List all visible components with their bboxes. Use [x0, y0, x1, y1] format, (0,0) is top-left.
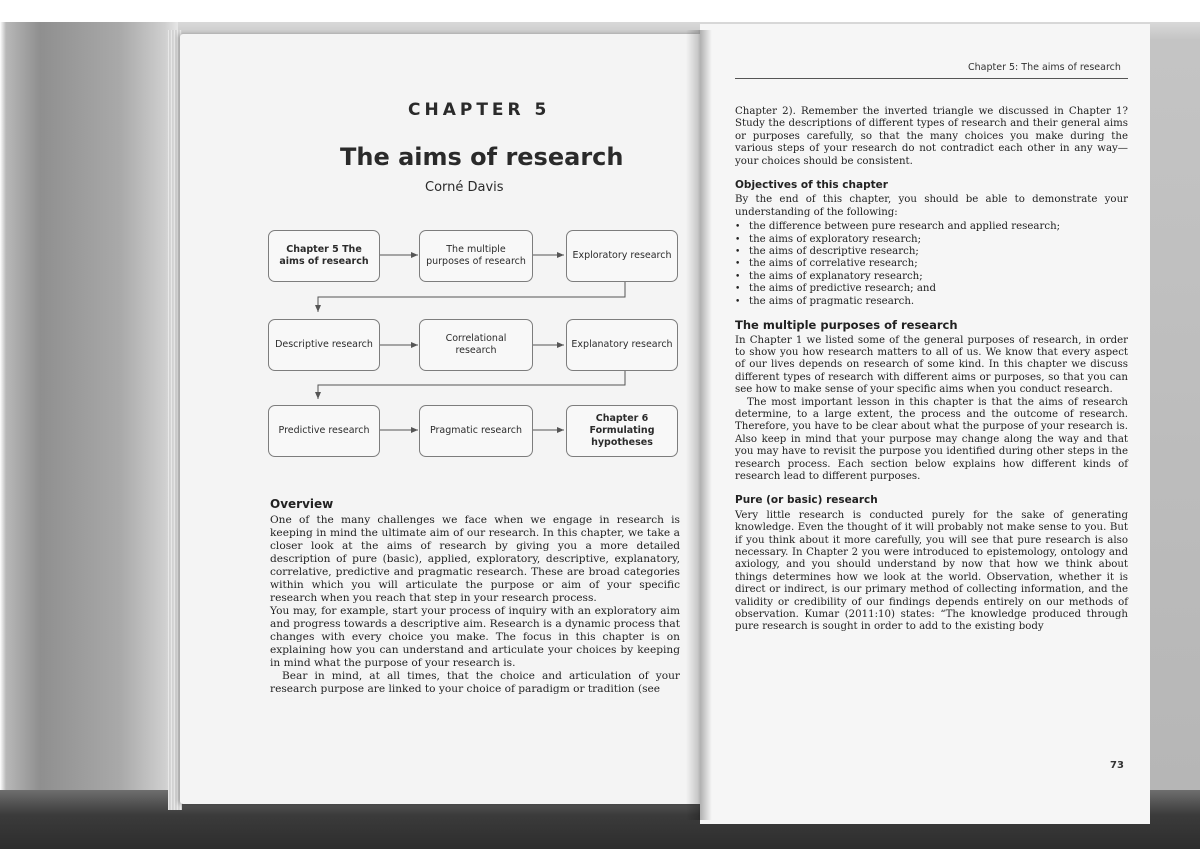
- chapter-label: CHAPTER 5: [408, 100, 551, 120]
- book-gutter: [686, 30, 712, 820]
- pure-research-heading: Pure (or basic) research: [735, 494, 878, 507]
- overview-heading: Overview: [270, 497, 334, 511]
- flow-box-predictive: Predictive research: [268, 405, 380, 457]
- chapter-title: The aims of research: [340, 143, 624, 171]
- objectives-heading: Objectives of this chapter: [735, 179, 888, 192]
- header-rule: [735, 78, 1128, 79]
- flow-box-descriptive: Descriptive research: [268, 319, 380, 371]
- purposes-paragraph: In Chapter 1 we listed some of the general purposes of research, in order to show you how research matters to all of us. We know that every aspect of our lives depends on research of some kind. In this chapter we discuss different types of research with different aims or purposes, so that you can see how to make sense of your specific aims when you conduct research.: [735, 334, 1128, 396]
- objectives-list: [735, 221, 1128, 308]
- running-head: Chapter 5: The aims of research: [968, 62, 1121, 73]
- flow-box-multiple-purposes: The multiple purposes of research: [419, 230, 533, 282]
- objective-item: • the difference between pure research and applied research;: [735, 221, 1128, 233]
- purposes-heading: The multiple purposes of research: [735, 318, 958, 333]
- objectives-intro: By the end of this chapter, you should be able to demonstrate your understanding of the following:: [735, 194, 1128, 218]
- flow-connector: [318, 281, 625, 312]
- overview-paragraph: You may, for example, start your process of inquiry with an exploratory aim and progress towards a descriptive aim. Research is a dynamic process that changes with every choice you make. The focus in this chapter is on explaining how you can understand and articulate your choices by keeping in mind what the purpose of your research is.: [270, 605, 680, 669]
- flow-box-exploratory: Exploratory research: [566, 230, 678, 282]
- chapter-flowchart: [268, 225, 678, 465]
- objective-item: • the aims of correlative research;: [735, 258, 1128, 270]
- scan-left-margin: [0, 22, 178, 849]
- objective-item: • the aims of pragmatic research.: [735, 296, 1128, 308]
- objective-item: • the aims of predictive research; and: [735, 283, 1128, 295]
- flow-connector: [318, 371, 625, 399]
- pure-research-paragraph: Very little research is conducted purely for the sake of generating knowledge. Even the thought of it will probably not make sense to you. But if you think about it more carefully, you will see that pure research is also necessary. In Chapter 2 you were introduced to epistemology, ontology and axiology, and you should understand by now that how we think about things determines how we look at the world. Observation, whether it is direct or indirect, is our primary method of collecting information, and the validity or credibility of our findings depends entirely on our methods of observation. Kumar (2011:10) states: “The knowledge produced through pure research is sought in order to add to the existing body: [735, 509, 1128, 633]
- chapter-author: Corné Davis: [425, 180, 504, 195]
- objective-item: • the aims of explanatory research;: [735, 271, 1128, 283]
- intro-paragraph: Chapter 2). Remember the inverted triangle we discussed in Chapter 1? Study the descriptions of different types of research and their general aims or purposes carefully, so that the many choices you make during the various steps of your research do not contradict each other in any way—your choices should be consistent.: [735, 106, 1128, 167]
- flow-box-correlational: Correlational research: [419, 319, 533, 371]
- overview-paragraph: One of the many challenges we face when we engage in research is keeping in mind the ultimate aim of our research. In this chapter, we take a closer look at the aims of research by giving you a more detailed description of pure (basic), applied, exploratory, descriptive, explanatory, correlative, predictive and pragmatic research. These are broad categories within which you will articulate the purpose or aim of your specific research when you reach that step in your research process.: [270, 514, 680, 604]
- objective-item: • the aims of descriptive research;: [735, 246, 1128, 258]
- overview-paragraph: Bear in mind, at all times, that the choice and articulation of your research purpose are linked to your choice of paradigm or tradition (see: [270, 670, 680, 695]
- flow-box-chapter-6: Chapter 6 Formulating hypotheses: [566, 405, 678, 457]
- flow-box-pragmatic: Pragmatic research: [419, 405, 533, 457]
- page-number: 73: [1110, 760, 1124, 771]
- purposes-paragraph: The most important lesson in this chapter is that the aims of research determine, to a large extent, the process and the outcome of research. Therefore, you have to be clear about what the purpose of your research is. Also keep in mind that your purpose may change along the way and that you may have to revisit the purpose you identified during other steps in the research process. Each section below explains how different kinds of research lead to different purposes.: [735, 396, 1128, 482]
- objective-item: • the aims of exploratory research;: [735, 234, 1128, 246]
- flow-box-explanatory: Explanatory research: [566, 319, 678, 371]
- flow-box-chapter-5: Chapter 5 The aims of research: [268, 230, 380, 282]
- overview-body: [270, 514, 680, 696]
- right-column: [735, 106, 1128, 634]
